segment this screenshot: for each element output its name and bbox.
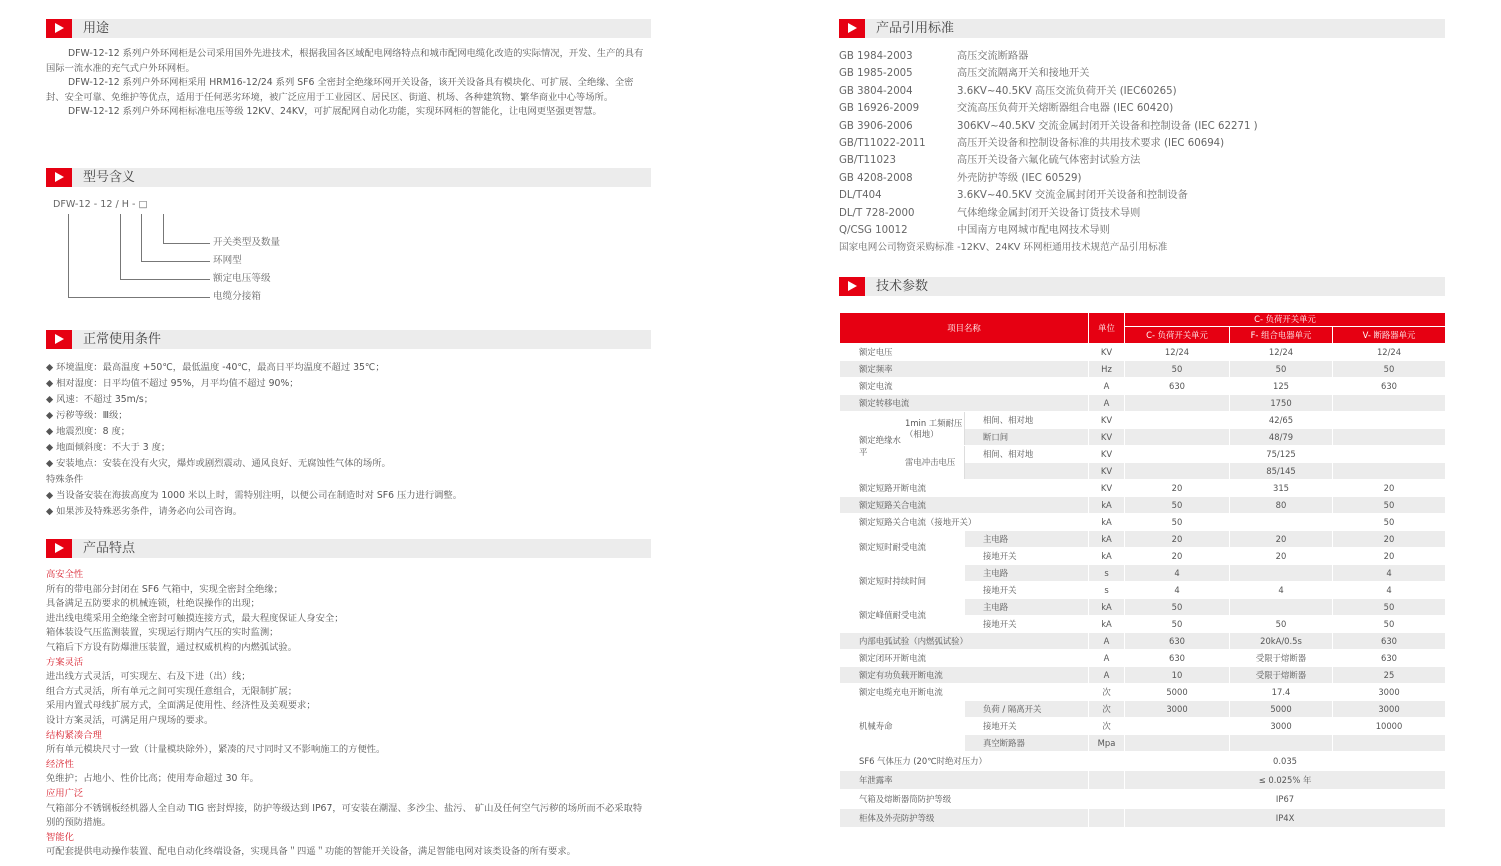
table-row xyxy=(840,667,1446,684)
table-cell: 4 xyxy=(1125,565,1230,582)
table-cell: 12/24 xyxy=(1125,344,1230,361)
table-cell: Mpa xyxy=(1089,735,1125,752)
conditions-list xyxy=(46,360,651,520)
table-cell: 额定频率 xyxy=(840,361,1089,378)
feature-heading: 高安全性 xyxy=(46,569,84,580)
table-cell: 3000 xyxy=(1230,718,1333,735)
table-row xyxy=(840,771,1446,790)
play-icon xyxy=(46,330,72,349)
standard-row xyxy=(839,83,1258,100)
standard-code: GB/T11023 xyxy=(839,155,896,167)
table-row xyxy=(840,378,1446,395)
table-row xyxy=(840,480,1446,497)
table-cell: kA xyxy=(1089,616,1125,633)
tech-params-table xyxy=(839,312,1446,828)
table-cell: 受限于熔断器 xyxy=(1230,650,1333,667)
table-header: C- 负荷开关单元 xyxy=(1125,327,1230,344)
table-cell: 额定有功负载开断电流 xyxy=(840,667,1089,684)
table-cell: 630 xyxy=(1125,378,1230,395)
table-cell: 额定短路关合电流 xyxy=(840,497,1089,514)
feature-line: 所有单元模块尺寸一致（计量模块除外），紧凑的尺寸同时又不影响施工的方便性。 xyxy=(46,744,386,756)
table-cell: 3000 xyxy=(1333,701,1446,718)
table-cell: 20 xyxy=(1125,480,1230,497)
table-cell: 20 xyxy=(1333,548,1446,565)
table-cell: 负荷 / 隔离开关 xyxy=(965,701,1089,718)
table-cell: 315 xyxy=(1230,480,1333,497)
table-cell: 气箱及熔断器筒防护等级 xyxy=(840,790,1089,809)
feature-line: 进出线方式灵活，可实现左、右及下进（出）线； xyxy=(46,671,251,683)
feature-line: 气箱后下方设有防爆泄压装置，通过权威机构的内燃弧试验。 xyxy=(46,641,298,653)
table-cell: 机械寿命 xyxy=(840,701,965,752)
usage-text xyxy=(46,47,651,120)
table-cell: kA xyxy=(1089,599,1125,616)
table-cell: 20 xyxy=(1230,548,1333,565)
feature-heading: 智能化 xyxy=(46,831,74,843)
table-cell: A xyxy=(1089,378,1125,395)
table-cell: 额定峰值耐受电流 xyxy=(840,599,965,633)
table-cell: 48/79 xyxy=(1230,429,1333,446)
table-cell: 10000 xyxy=(1333,718,1446,735)
standard-title: 中国南方电网城市配电网技术导则 xyxy=(957,224,1110,236)
section-title: 型号含义 xyxy=(83,170,136,185)
table-cell: 20 xyxy=(1333,480,1446,497)
table-cell: kA xyxy=(1089,548,1125,565)
standard-title: 高压交流隔离开关和接地开关 xyxy=(957,68,1090,80)
table-header-row xyxy=(840,313,1446,327)
table-cell: 20 xyxy=(1333,531,1446,548)
standard-row xyxy=(839,152,1258,169)
table-cell: 630 xyxy=(1125,650,1230,667)
model-label: 额定电压等级 xyxy=(213,273,271,284)
table-cell: 接地开关 xyxy=(965,548,1089,565)
table-cell: kA xyxy=(1089,497,1125,514)
table-cell: ≤ 0.025% 年 xyxy=(1125,771,1446,790)
table-header: 单位 xyxy=(1089,313,1125,344)
table-cell: kA xyxy=(1089,514,1125,531)
standard-title: 高压开关设备和控制设备标准的共用技术要求 (IEC 60694) xyxy=(957,137,1225,149)
standards-note: 国家电网公司物资采购标准 -12KV、24KV 环网柜通用技术规范产品引用标准 xyxy=(839,242,1168,254)
play-icon xyxy=(46,19,72,38)
table-cell: 4 xyxy=(1125,582,1230,599)
table-row xyxy=(840,752,1446,771)
table-cell: 额定转移电流 xyxy=(840,395,1089,412)
section-header-params xyxy=(839,277,1445,296)
table-cell: 接地开关 xyxy=(965,616,1089,633)
section-header-conditions xyxy=(46,330,651,349)
table-row xyxy=(840,809,1446,828)
table-cell: A xyxy=(1089,667,1125,684)
standard-row xyxy=(839,118,1258,135)
table-cell: 50 xyxy=(1333,361,1446,378)
table-cell: 630 xyxy=(1333,650,1446,667)
section-header-standards xyxy=(839,19,1445,38)
feature-line: 箱体装设气压监测装置，实现运行期内气压的实时监测； xyxy=(46,627,279,639)
table-row xyxy=(840,701,1446,718)
feature-line: 采用内置式母线扩展方式，全面满足使用性、经济性及美观要求； xyxy=(46,700,316,712)
table-cell: s xyxy=(1089,565,1125,582)
table-row xyxy=(840,790,1446,809)
model-code: DFW-12 - 12 / H - □ xyxy=(53,199,148,210)
table-cell: 25 xyxy=(1333,667,1446,684)
table-row xyxy=(840,565,1446,582)
table-cell: 50 xyxy=(1333,599,1446,616)
table-cell: 次 xyxy=(1089,718,1125,735)
table-row xyxy=(840,650,1446,667)
list-item: ◆ 污秽等级：Ⅲ级； xyxy=(46,410,128,421)
table-cell: 额定电压 xyxy=(840,344,1089,361)
section-title: 正常使用条件 xyxy=(83,332,162,347)
section-title: 技术参数 xyxy=(876,279,929,294)
table-cell: 630 xyxy=(1333,633,1446,650)
table-row xyxy=(840,361,1446,378)
standard-row xyxy=(839,222,1258,239)
model-label: 开关类型及数量 xyxy=(213,237,281,248)
table-cell: KV xyxy=(1089,344,1125,361)
table-cell: IP4X xyxy=(1125,809,1446,828)
table-cell: 4 xyxy=(1333,582,1446,599)
feature-heading: 经济性 xyxy=(46,758,74,770)
play-icon xyxy=(839,19,865,38)
table-cell: 10 xyxy=(1125,667,1230,684)
table-header: C- 负荷开关单元 xyxy=(1125,313,1446,327)
standard-code: GB/T11022-2011 xyxy=(839,137,926,149)
model-diagram xyxy=(46,190,346,310)
table-row xyxy=(840,344,1446,361)
features-list xyxy=(46,568,651,860)
table-cell: 75/125 xyxy=(1230,446,1333,463)
standard-row xyxy=(839,100,1258,117)
table-cell: 次 xyxy=(1089,684,1125,701)
table-cell: 0.035 xyxy=(1125,752,1446,771)
table-cell: 次 xyxy=(1089,701,1125,718)
section-header-model xyxy=(46,168,651,187)
usage-paragraph: DFW-12-12 系列户外环网柜采用 HRM16-12/24 系列 SF6 全密封全绝缘环网开关设备，该开关设备具有模块化、可扩展、全绝缘、全密封、安全可靠、免维护等优点，适用于任何恶劣环境，被广泛应用于工业园区、居民区、街道、机场、各种建筑物、繁华商业中心等场所。 xyxy=(46,77,634,103)
table-row xyxy=(840,599,1446,616)
standard-code: GB 3906-2006 xyxy=(839,120,913,132)
table-row xyxy=(840,395,1446,412)
section-header-usage xyxy=(46,19,651,38)
table-cell: 50 xyxy=(1125,599,1230,616)
table-row xyxy=(840,497,1446,514)
table-cell: 真空断路器 xyxy=(965,735,1089,752)
section-title: 产品引用标准 xyxy=(876,21,955,36)
table-cell: 80 xyxy=(1230,497,1333,514)
table-row xyxy=(840,514,1446,531)
standard-title: 306KV~40.5KV 交流金属封闭开关设备和控制设备 (IEC 62271 ) xyxy=(957,120,1258,132)
table-cell: 5000 xyxy=(1230,701,1333,718)
standard-title: 高压开关设备六氟化硫气体密封试验方法 xyxy=(957,155,1141,167)
standard-row xyxy=(839,187,1258,204)
standard-row xyxy=(839,170,1258,187)
table-cell: 主电路 xyxy=(965,565,1089,582)
standard-title: 外壳防护等级 (IEC 60529) xyxy=(957,172,1082,184)
table-cell: 50 xyxy=(1333,514,1446,531)
table-row xyxy=(840,446,1446,463)
feature-line: 所有的带电部分封闭在 SF6 气箱中，实现全密封全绝缘； xyxy=(46,583,283,595)
table-cell: 20 xyxy=(1230,531,1333,548)
play-icon xyxy=(46,539,72,558)
feature-line: 可配套提供电动操作装置、配电自动化终端设备，实现具备＂四遥＂功能的智能开关设备，满足智能电网对该类设备的所有要求。 xyxy=(46,846,576,858)
section-title: 用途 xyxy=(83,21,110,36)
table-cell: 额定短路开断电流 xyxy=(840,480,1089,497)
standard-code: DL/T 728-2000 xyxy=(839,207,915,219)
table-cell: 50 xyxy=(1125,361,1230,378)
table-row xyxy=(840,684,1446,701)
table-cell: 额定闭环开断电流 xyxy=(840,650,1089,667)
standard-code: Q/CSG 10012 xyxy=(839,224,908,236)
section-header-features xyxy=(46,539,651,558)
table-cell: 额定绝缘水平 xyxy=(840,412,902,480)
table-cell: KV xyxy=(1089,429,1125,446)
table-cell: 50 xyxy=(1125,497,1230,514)
play-icon xyxy=(839,277,865,296)
table-cell: 3000 xyxy=(1333,684,1446,701)
table-cell: A xyxy=(1089,633,1125,650)
table-cell: KV xyxy=(1089,463,1125,480)
table-cell: 20 xyxy=(1125,531,1230,548)
standard-code: GB 16926-2009 xyxy=(839,103,920,115)
table-row xyxy=(840,633,1446,650)
table-cell: 5000 xyxy=(1125,684,1230,701)
standards-list xyxy=(839,48,1258,257)
table-cell: kA xyxy=(1089,531,1125,548)
model-label: 电缆分接箱 xyxy=(213,291,261,302)
table-cell: KV xyxy=(1089,412,1125,429)
play-icon xyxy=(46,168,72,187)
table-cell: 20kA/0.5s xyxy=(1230,633,1333,650)
feature-line: 设计方案灵活，可满足用户现场的要求。 xyxy=(46,714,214,726)
list-item: ◆ 风速：不超过 35m/s； xyxy=(46,394,154,405)
table-cell: 年泄露率 xyxy=(840,771,1089,790)
table-header: F- 组合电器单元 xyxy=(1230,327,1333,344)
standard-code: GB 1984-2003 xyxy=(839,51,913,62)
list-item: ◆ 环境温度：最高温度 +50℃，最低温度 -40℃，最高日平均温度不超过 35℃； xyxy=(46,362,385,373)
table-cell: 50 xyxy=(1333,497,1446,514)
section-title: 产品特点 xyxy=(83,541,136,556)
table-cell: 接地开关 xyxy=(965,718,1089,735)
standard-title: 气体绝缘金属封闭开关设备订货技术导则 xyxy=(957,207,1141,219)
table-cell: 额定短时持续时间 xyxy=(840,565,965,599)
table-cell: 受限于熔断器 xyxy=(1230,667,1333,684)
table-cell: 12/24 xyxy=(1333,344,1446,361)
usage-paragraph: DFW-12-12 系列户外环网柜是公司采用国外先进技术，根据我国各区域配电网络特点和城市配网电缆化改造的实际情况，开发、生产的具有国际一流水准的充气式户外环网柜。 xyxy=(46,48,644,74)
table-cell: A xyxy=(1089,395,1125,412)
feature-heading: 结构紧凑合理 xyxy=(46,729,102,741)
standard-title: 3.6KV~40.5KV 高压交流负荷开关 (IEC60265) xyxy=(957,85,1177,97)
table-cell: IP67 xyxy=(1125,790,1446,809)
table-cell: 雷电冲击电压 xyxy=(902,446,965,480)
table-cell: 断口间 xyxy=(965,429,1089,446)
feature-line: 进出线电缆采用全绝缘全密封可触摸连接方式，最大程度保证人身安全； xyxy=(46,612,344,624)
table-cell: 接地开关 xyxy=(965,582,1089,599)
table-cell: KV xyxy=(1089,480,1125,497)
table-cell: 630 xyxy=(1333,378,1446,395)
table-cell: A xyxy=(1089,650,1125,667)
table-row xyxy=(840,412,1446,429)
table-header: 项目名称 xyxy=(840,313,1089,344)
list-item: ◆ 地面倾斜度：不大于 3 度； xyxy=(46,442,171,453)
table-cell: 85/145 xyxy=(1230,463,1333,480)
list-item: ◆ 相对湿度：日平均值不超过 95%，月平均值不超过 90%； xyxy=(46,378,299,389)
table-cell: 50 xyxy=(1125,616,1230,633)
list-item: ◆ 当设备安装在海拔高度为 1000 米以上时，需特别注明，以便公司在制造时对 SF6 压力进行调整。 xyxy=(46,490,463,501)
table-cell: 额定短时耐受电流 xyxy=(840,531,965,565)
table-cell: 相间、相对地 xyxy=(965,412,1089,429)
feature-heading: 方案灵活 xyxy=(46,656,84,668)
table-cell: 额定电缆充电开断电流 xyxy=(840,684,1089,701)
feature-line: 组合方式灵活，所有单元之间可实现任意组合，无限制扩展； xyxy=(46,685,298,697)
standard-title: 3.6KV~40.5KV 交流金属封闭开关设备和控制设备 xyxy=(957,190,1188,202)
standard-code: GB 1985-2005 xyxy=(839,68,913,80)
table-cell: 125 xyxy=(1230,378,1333,395)
table-cell: 1min 工频耐压（相地） xyxy=(902,412,965,446)
table-cell: 17.4 xyxy=(1230,684,1333,701)
table-cell: 630 xyxy=(1125,633,1230,650)
standard-row xyxy=(839,65,1258,82)
table-cell: 相间、相对地 xyxy=(965,446,1089,463)
table-cell: 42/65 xyxy=(1230,412,1333,429)
table-cell: 额定电流 xyxy=(840,378,1089,395)
feature-line: 气箱部分不锈钢板经机器人全自动 TIG 密封焊接，防护等级达到 IP67，可安装在潮湿、多沙尘、盐污、 矿山及任何空气污秽的场所而不必采取特别的预防措施。 xyxy=(46,802,643,829)
usage-paragraph: DFW-12-12 系列户外环网柜标准电压等级 12KV、24KV，可扩展配网自动化功能，实现环网柜的智能化，让电网更坚强更智慧。 xyxy=(68,106,602,118)
standard-code: DL/T404 xyxy=(839,190,882,202)
list-item: ◆ 如果涉及特殊恶劣条件，请务必向公司咨询。 xyxy=(46,506,243,517)
standard-title: 交流高压负荷开关熔断器组合电器 (IEC 60420) xyxy=(957,103,1174,115)
feature-line: 具备满足五防要求的机械连锁，杜绝误操作的出现； xyxy=(46,598,260,610)
list-item: ◆ 地震烈度：8 度； xyxy=(46,426,131,437)
table-row xyxy=(840,531,1446,548)
table-cell: Hz xyxy=(1089,361,1125,378)
table-cell: 柜体及外壳防护等级 xyxy=(840,809,1089,828)
feature-heading: 应用广泛 xyxy=(46,787,84,799)
table-cell: 主电路 xyxy=(965,599,1089,616)
standard-code: GB 3804-2004 xyxy=(839,85,913,97)
table-cell: 主电路 xyxy=(965,531,1089,548)
table-cell: 3000 xyxy=(1125,701,1230,718)
table-cell: 50 xyxy=(1333,616,1446,633)
table-cell: 内部电弧试验（内燃弧试验） xyxy=(840,633,1089,650)
list-item: 特殊条件 xyxy=(46,474,84,485)
table-cell: 20 xyxy=(1125,548,1230,565)
table-cell: 12/24 xyxy=(1230,344,1333,361)
standard-row xyxy=(839,135,1258,152)
table-header: V- 断路器单元 xyxy=(1333,327,1446,344)
model-label: 环网型 xyxy=(213,255,242,266)
standard-title: 高压交流断路器 xyxy=(957,51,1029,62)
feature-line: 免维护；占地小、性价比高；使用寿命超过 30 年。 xyxy=(46,773,259,785)
table-cell: 额定短路关合电流（接地开关） xyxy=(840,514,1089,531)
standard-code: GB 4208-2008 xyxy=(839,172,913,184)
table-cell: 50 xyxy=(1230,616,1333,633)
table-cell: 50 xyxy=(1230,361,1333,378)
table-cell: s xyxy=(1089,582,1125,599)
table-cell: 50 xyxy=(1125,514,1230,531)
table-cell: 4 xyxy=(1230,582,1333,599)
standard-row xyxy=(839,205,1258,222)
table-cell: 1750 xyxy=(1230,395,1333,412)
table-cell: 4 xyxy=(1333,565,1446,582)
standard-row xyxy=(839,48,1258,65)
list-item: ◆ 安装地点：安装在没有火灾，爆炸或剧烈震动、通风良好、无腐蚀性气体的场所。 xyxy=(46,458,391,469)
table-cell: KV xyxy=(1089,446,1125,463)
table-cell: SF6 气体压力 (20℃时绝对压力） xyxy=(840,752,1089,771)
